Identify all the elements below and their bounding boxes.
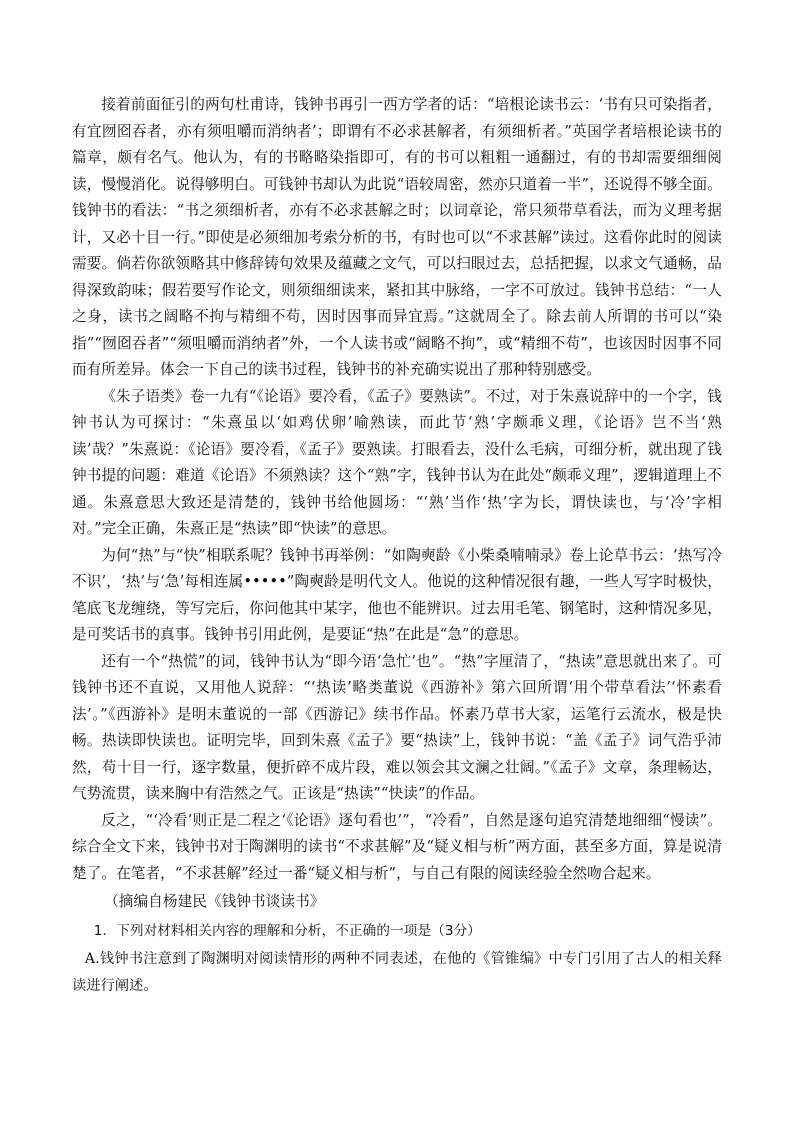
document-body — [72, 92, 722, 999]
paragraph-2: 《朱子语类》卷一九有“《论语》要冷看，《孟子》要熟读”。不过，对于朱熹说辞中的一个字，钱钟书认为可探讨：“朱熹虽以‘如鸡伏卵’喻熟读，而此节‘熟’字颇乖义理，《论语》岂不当‘熟读’哉？”朱熹说：《论语》要冷看，《孟子》要熟读。打眼看去，没什么毛病，可细分析，就出现了钱钟书提的问题：难道《论语》不须熟读？这个“熟”字，钱钟书认为在此处“颇乖义理”，逻辑道理上不通。朱熹意思大致还是清楚的，钱钟书给他圆场：“‘熟’当作‘热’字为长，谓快读也，与‘冷’字相对。”完全正确，朱熹正是“热读”即“快读”的意思。 — [72, 387, 722, 537]
paragraph-4: 还有一个“热慌”的词，钱钟书认为“即今语‘急忙’也”。“热”字厘清了，“热读”意思就出来了。可钱钟书还不直说，又用他人说辞：“‘热读’略类董说《西游补》第六回所谓‘用个带草看法’‘怀素看法’。”《西游补》是明末董说的一部《西游记》续书作品。怀素乃草书大家，运笔行云流水，极是快畅。热读即快读也。证明完毕，回到朱熹《孟子》要“热读”上，钱钟书说：“盖《孟子》词气浩乎沛然，苟十目一行，逐字数量，便折碎不成片段，难以领会其文澜之壮阔。”《孟子》文章，条理畅达，气势流贯，读来胸中有浩然之气。正该是“热读”“快读”的作品。 — [72, 652, 722, 802]
option-a: A.钱钟书注意到了陶渊明对阅读情形的两种不同表述，在他的《管锥编》中专门引用了古人的相关释读进行阐述。 — [72, 951, 722, 994]
source-citation: （摘编自杨建民《钱钟书谈读书》 — [104, 893, 325, 910]
paragraph-1: 接着前面征引的两句杜甫诗，钱钟书再引一西方学者的话：“培根论读书云：‘书有只可染指者，有宜囫囵吞者，亦有须咀嚼而消纳者’；即谓有不必求甚解者，有须细析者。”英国学者培根论读书的篇章，颇有名气。他认为，有的书略略染指即可，有的书可以粗粗一通翻过，有的书却需要细细阅读，慢慢消化。说得够明白。可钱钟书却认为此说“语较周密，然亦只道着一半”，还说得不够全面。钱钟书的看法：“书之须细析者，亦有不必求甚解之时；以词章论，常只须带草看法，而为义理考据计，又必十目一行。”即使是必须细加考索分析的书，有时也可以“不求甚解”读过。这看你此时的阅读需要。倘若你欲领略其中修辞铸句效果及蕴藏之文气，可以扫眼过去，总括把握，以求文气通畅，品得深致韵味；假若要写作论文，则须细细读来，紧扣其中脉络，一字不可放过。钱钟书总结：“一人之身，读书之阔略不拘与精细不苟，因时因事而异宜焉。”这就周全了。除去前人所谓的书可以“染指”“囫囵吞者”“须咀嚼而消纳者”外，一个人读书或“阔略不拘”，或“精细不苟”，也该因时因事不同而有所差异。体会一下自己的读书过程，钱钟书的补充确实说出了那种特别感受。 — [72, 96, 722, 378]
paragraph-3: 为何“热”与“快”相联系呢？钱钟书再举例：“如陶奭龄《小柴桑喃喃录》卷上论草书云：‘热写冷不识’，‘热’与‘急’每相连属•••••”陶奭龄是明代文人。他说的这种情况很有趣，一些人写字时极快，笔底飞龙缠绕，等写完后，你问他其中某字，他也不能辨识。过去用毛笔、钢笔时，这种情况多见，是可奖话书的真事。钱钟书引用此例，是要证“热”在此是“急”的意思。 — [72, 546, 722, 643]
paragraph-5: 反之，“‘冷看’则正是二程之‘《论语》逐句看也’”，“冷看”，自然是逐句追究清楚地细细“慢读”。综合全文下来，钱钟书对于陶渊明的读书“不求甚解”及“疑义相与析”两方面，甚至多方面，算是说清楚了。在笔者，“不求甚解”经过一番“疑义相与析”，与自己有限的阅读经验全然吻合起来。 — [72, 811, 722, 882]
question-1: 1．下列对材料相关内容的理解和分析，不正确的一项是（3分） — [93, 922, 481, 939]
